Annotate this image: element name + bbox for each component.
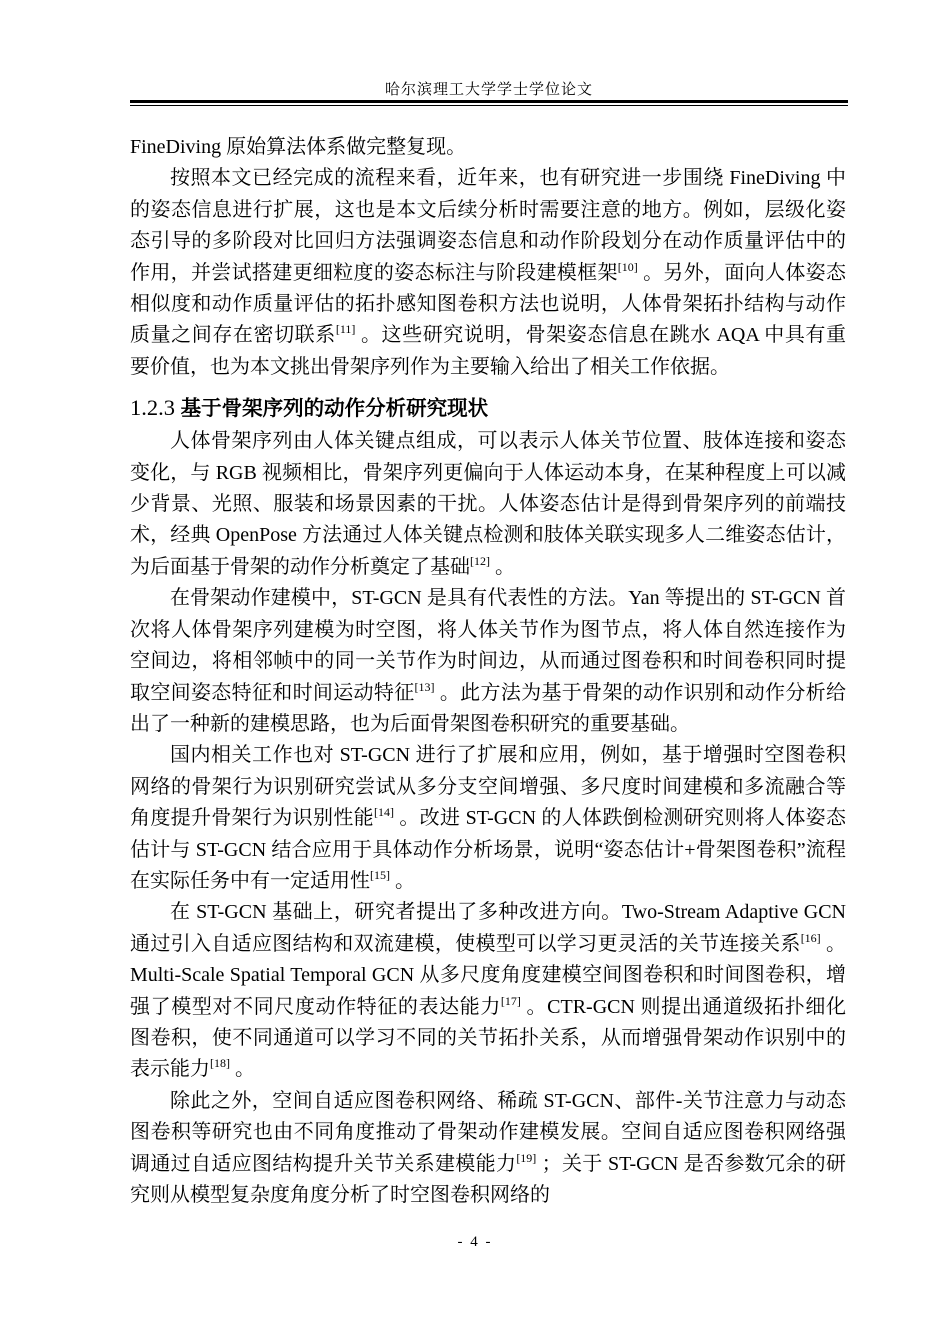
citation-ref: [14]	[373, 805, 394, 820]
citation-ref: [18]	[210, 1056, 230, 1071]
paragraph-other-methods: 除此之外，空间自适应图卷积网络、稀疏 ST-GCN、部件-关节注意力与动态图卷积等研究也由不同角度推动了骨架动作建模发展。空间自适应图卷积网络强调通过自适应图结构提升关节关系建模能力[19] ；关于 ST-GCN 是否参数冗余的研究则从模型复杂度角度分析了时空图卷积网络的	[130, 1089, 847, 1206]
page-number: - 4 -	[457, 1234, 493, 1250]
citation-ref: [16]	[800, 930, 821, 945]
section-title: 基于骨架序列的动作分析研究现状	[180, 396, 489, 421]
header-rule-thin	[130, 105, 848, 106]
paragraph-domestic-work: 国内相关工作也对 ST-GCN 进行了扩展和应用，例如，基于增强时空图卷积网络的骨架行为识别研究尝试从多分支空间增强、多尺度时间建模和多流融合等角度提升骨架行为识别性能[14] 。改进 ST-GCN 的人体跌倒检测研究则将人体姿态估计与 ST-GCN 结合应用于具体动作分析场景，说明“姿态估计+骨架图卷积”流程在实际任务中有一定适用性[15] 。	[130, 744, 847, 892]
body-text	[130, 132, 846, 1211]
citation-ref: [11]	[335, 322, 356, 337]
paragraph-pose-info: 按照本文已经完成的流程来看，近年来，也有研究进一步围绕 FineDiving 中的姿态信息进行扩展，这也是本文后续分析时需要注意的地方。例如，层级化姿态引导的多阶段对比回归方法强调姿态信息和动作阶段划分在动作质量评估中的作用，并尝试搭建更细粒度的姿态标注与阶段建模框架[10] 。另外，面向人体姿态相似度和动作质量评估的拓扑感知图卷积方法也说明，人体骨架拓扑结构与动作质量之间存在密切联系[11] 。这些研究说明，骨架姿态信息在跳水 AQA 中具有重要价值，也为本文挑出骨架序列作为主要输入给出了相关工作依据。	[130, 167, 847, 378]
header-rule-thick	[130, 100, 848, 103]
paragraph-st-gcn: 在骨架动作建模中，ST-GCN 是具有代表性的方法。Yan 等提出的 ST-GCN 首次将人体骨架序列建模为时空图，将人体关节作为图节点，将人体自然连接作为空间边，将相邻帧中的同一关节作为时间边，从而通过图卷积和时间卷积同时提取空间姿态特征和时间运动特征[13] 。此方法为基于骨架的动作识别和动作分析给出了一种新的建模思路，也为后面骨架图卷积研究的重要基础。	[130, 587, 847, 735]
citation-ref: [13]	[414, 679, 435, 694]
section-heading	[130, 391, 846, 425]
paragraph-improvements: 在 ST-GCN 基础上，研究者提出了多种改进方向。Two-Stream Adaptive GCN 通过引入自适应图结构和双流建模，使模型可以学习更灵活的关节连接关系[16] 。Multi-Scale Spatial Temporal GCN 从多尺度角度建模空间图卷积和时间图卷积，增强了模型对不同尺度动作特征的表达能力[17] 。CTR-GCN 则提出通道级拓扑细化图卷积，使不同通道可以学习不同的关节拓扑关系，从而增强骨架动作识别中的表示能力[18] 。	[130, 901, 847, 1081]
paragraph-continued: FineDiving 原始算法体系做完整复现。	[130, 136, 467, 158]
running-header: 哈尔滨理工大学学士学位论文	[384, 82, 593, 98]
citation-ref: [19]	[516, 1150, 537, 1165]
section-number: 1.2.3	[130, 395, 175, 421]
citation-ref: [15]	[370, 867, 390, 882]
citation-ref: [17]	[500, 993, 521, 1008]
citation-ref: [12]	[470, 553, 490, 568]
citation-ref: [10]	[617, 259, 638, 274]
paragraph-skeleton-intro: 人体骨架序列由人体关键点组成，可以表示人体关节位置、肢体连接和姿态变化，与 RGB 视频相比，骨架序列更偏向于人体运动本身，在某种程度上可以减少背景、光照、服装和场景因素的干扰。人体姿态估计是得到骨架序列的前端技术，经典 OpenPose 方法通过人体关键点检测和肢体关联实现多人二维姿态估计，为后面基于骨架的动作分析奠定了基础[12] 。	[130, 430, 846, 578]
